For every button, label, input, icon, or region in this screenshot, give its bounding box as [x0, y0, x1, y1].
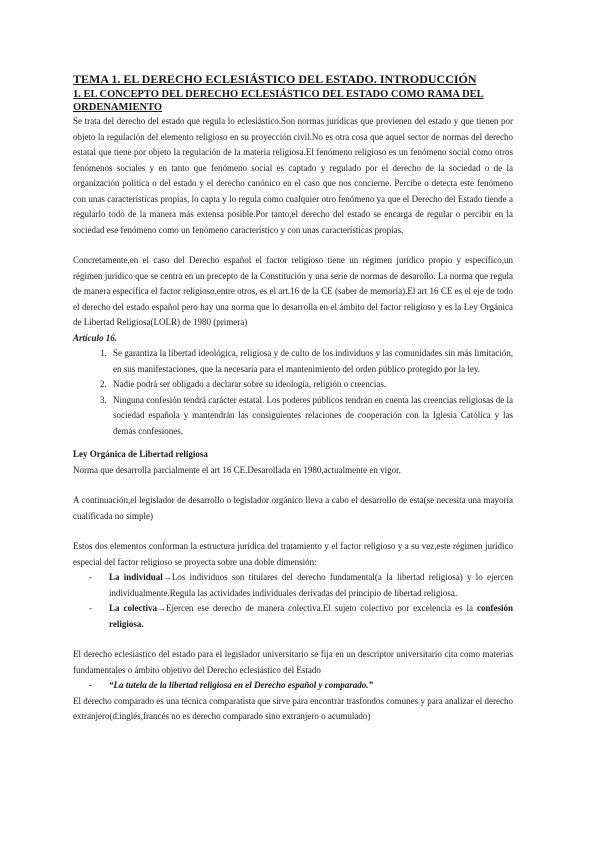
dimension-individual — [109, 570, 513, 601]
dimension-colectiva — [109, 601, 513, 632]
dimension-text: Los individuos son titulares del derecho fundamental(a la libertad religiosa) y lo ejercen individualmente.Regula las actividades individuales derivadas del principio de libertad religiosa. — [109, 572, 513, 598]
page-title: TEMA 1. EL DERECHO ECLESIÁSTICO DEL ESTADO. INTRODUCCIÓN — [73, 72, 477, 86]
dimension-term-confesion: confesión religiosa. — [109, 603, 513, 629]
dimension-list — [73, 570, 513, 632]
paragraph-legislador: A continuación,el legislador de desarrollo o legislador orgánico lleva a cabo el desarrollo de esta(se necesita una mayoría cualificada no simple) — [73, 495, 513, 521]
document-content — [73, 72, 513, 725]
paragraph-elementos: Estos dos elementos conforman la estructura jurídica del tratamiento y el factor religioso y a su vez,este régimen jurídico especial del factor religioso se proyecta sobre una doble dimensión: — [73, 541, 513, 567]
paragraph-intro: Se trata del derecho del estado que regula lo eclesiástico.Son normas jurídicas que provienen del estado y que tienen por objeto la regulación del elemento religioso en su proyección civil.No es otra cosa que aquel sector de normas del derecho estatal que tiene por objeto la regulación de la materia religiosa.El fenómeno religioso es un fenómeno social como otros fenómenos sociales y en tanto que fenómeno social es captado y regulado por el derecho de la sociedad o de la organización política o del estado y el derecho canónico en el caso que nos concierne. Percibe o detecta este fenómeno con unas características propias, lo capta y lo regula como cualquier otro fenómeno ya que el Derecho del Estado tiende a regularlo todo de la manera más extensa posible.Por tanto,el derecho del estado se encarga de regular o percibir en la sociedad ese fenómeno como un fenómeno característico y con unas características propias. — [73, 116, 513, 235]
quote-list — [73, 678, 513, 694]
article-item: 1. Se garantiza la libertad ideológica, religiosa y de culto de los individuos y las comunidades sin más limitación, en sus manifestaciones, que la necesaria para el mantenimiento del orden público protegido por la ley. — [109, 346, 513, 377]
arrow-icon: → — [156, 603, 166, 613]
arrow-icon: → — [162, 572, 172, 582]
lolr-heading: Ley Orgánica de Libertad religiosa — [73, 449, 208, 459]
paragraph-lolr: Norma que desarrolla parcialmente el art 16 CE.Desarollada en 1980,actualmente en vigor. — [73, 464, 401, 475]
paragraph-derecho-comparado: El derecho comparado es una técnica comparatista que sirve para encontrar trasfondos comunes y para analizar el derecho extranjero(d.inglés,francés no es derecho comparado sino extranjero o acumulado) — [73, 695, 513, 721]
paragraph-derecho-espanol: Concretamente,en el caso del Derecho español el factor religioso tiene un régimen jurídico propio y específico,un régimen jurídico que se centra en un precepto de la Constitución y una serie de normas de desarollo. La norma que regula de manera específica el factor religioso,entre otros, es el art.16 de la CE (saber de memoria).El art 16 CE es el eje de todo el derecho del estado español pero hay una norma que lo desarrolla en el ámbito del factor religioso y es la Ley Orgánica de Libertad Religiosa(LOLR) de 1980 (primera) — [73, 255, 513, 327]
dimension-term: La individual — [109, 572, 163, 582]
article-item: 3. Ninguna confesión tendrá carácter estatal. Los poderes públicos tendrán en cuenta las creencias religiosas de la sociedad española y mantendrán las consiguientes relaciones de cooperación con la Iglesia Católica y las demás confesiones. — [109, 393, 513, 440]
article-list — [73, 346, 513, 439]
paragraph-descriptor: El derecho eclesiastico del estado para el legislador universitario se fija en un descriptor universitario cita como materias fundamentales o ámbito objetivo del Derecho eclesiástico del Estado — [73, 649, 513, 675]
dimension-text: Ejercen ese derecho de manera colectiva.El sujeto colectivo por excelencia es la — [165, 603, 477, 613]
article-item: 2. Nadie podrá ser obligado a declarar sobre su ideología, religión o creencias. — [109, 377, 513, 393]
quote-item: - “La tutela de la libertad religiosa en el Derecho español y comparado.” — [109, 678, 513, 694]
section-heading: 1. EL CONCEPTO DEL DERECHO ECLESIÁSTICO DEL ESTADO COMO RAMA DEL ORDENAMIENTO — [73, 89, 484, 113]
article-heading: Artículo 16. — [73, 332, 118, 343]
dimension-term: La colectiva — [109, 603, 157, 613]
